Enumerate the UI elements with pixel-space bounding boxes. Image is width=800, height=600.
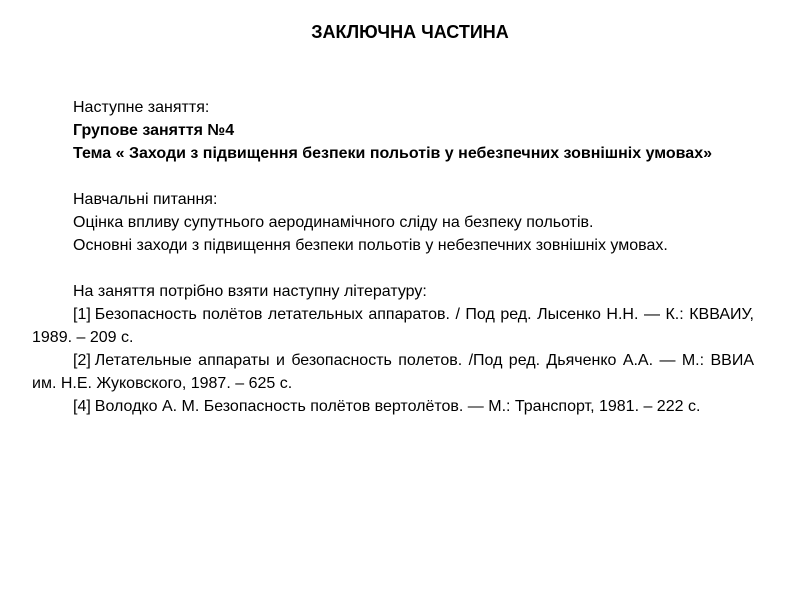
questions-label: Навчальні питання: xyxy=(73,191,218,208)
question-item: Оцінка впливу супутнього аеродинамічного сліду на безпеку польотів. xyxy=(73,214,594,231)
literature-number: [4] xyxy=(73,398,91,415)
literature-item xyxy=(32,303,754,349)
page-title: ЗАКЛЮЧНА ЧАСТИНА xyxy=(311,22,509,42)
spacer xyxy=(32,165,754,188)
literature-number: [1] xyxy=(73,306,91,323)
literature-text: Летательные аппараты и безопасность полетов. /Под ред. Дьяченко А.А. — М.: ВВИА им. Н.Е. Жуковского, 1987. – 625 с. xyxy=(32,352,754,392)
literature-label: На заняття потрібно взяти наступну літературу: xyxy=(73,283,427,300)
next-lesson-topic: Тема « Заходи з підвищення безпеки польотів у небезпечних зовнішніх умовах» xyxy=(73,145,712,162)
literature-item xyxy=(32,349,754,395)
spacer xyxy=(32,257,754,280)
document-body xyxy=(32,96,754,418)
literature-number: [2] xyxy=(73,352,91,369)
next-lesson-label: Наступне заняття: xyxy=(73,99,210,116)
next-lesson-title: Групове заняття №4 xyxy=(73,122,235,139)
literature-text: Безопасность полётов летательных аппаратов. / Под ред. Лысенко Н.Н. — К.: КВВАИУ, 1989. – 209 с. xyxy=(32,306,754,346)
literature-text: Володко А. М. Безопасность полётов вертолётов. — М.: Транспорт, 1981. – 222 с. xyxy=(94,398,701,415)
literature-item xyxy=(32,395,754,418)
question-item: Основні заходи з підвищення безпеки польотів у небезпечних зовнішніх умовах. xyxy=(73,237,668,254)
